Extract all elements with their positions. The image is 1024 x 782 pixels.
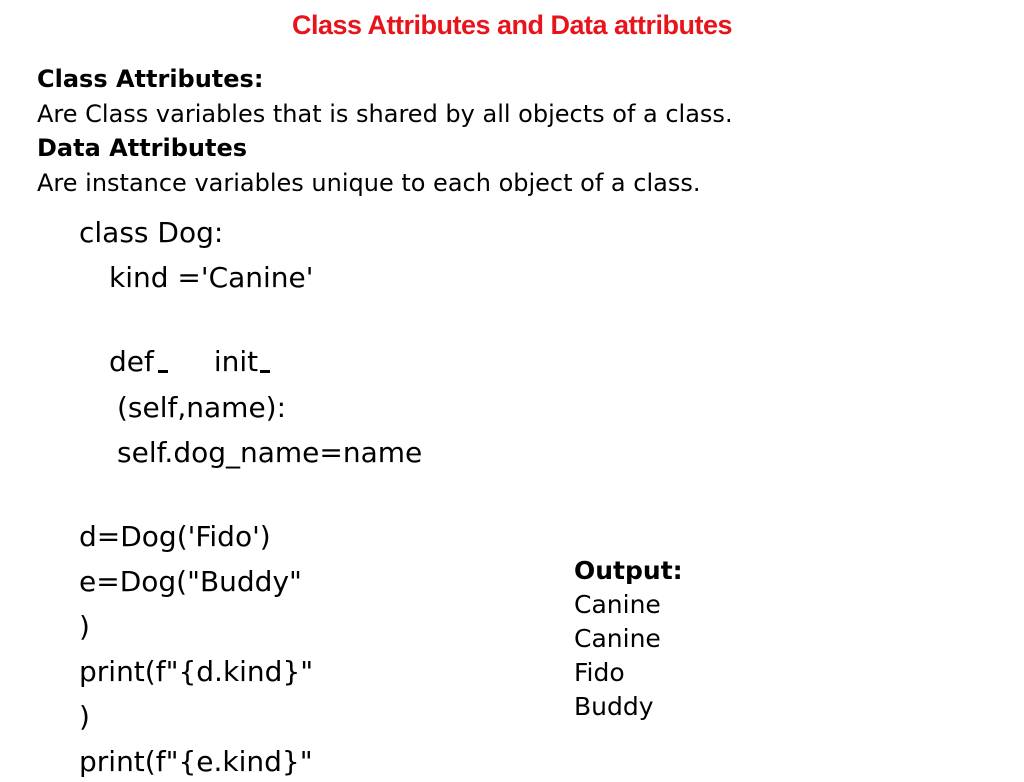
code-line-e-close: ): [79, 610, 90, 643]
slide-title: Class Attributes and Data attributes: [291, 10, 733, 40]
code-line-kind: kind ='Canine': [109, 261, 314, 294]
code-line-d: d=Dog('Fido'): [79, 520, 271, 553]
class-attributes-term: Class Attributes:: [37, 65, 264, 93]
code-line-class: class Dog:: [79, 216, 224, 249]
data-attributes-term: Data Attributes: [37, 134, 248, 162]
dunder-underscore: [260, 370, 270, 373]
code-line-def: [109, 342, 270, 382]
code-line-print-d-close: ): [79, 700, 90, 733]
data-attributes-description: Are instance variables unique to each object of a class.: [37, 168, 701, 197]
definitions: [37, 62, 733, 200]
output-heading: Output:: [574, 556, 683, 585]
code-line-print-d: print(f"{d.kind}": [79, 655, 314, 688]
code-line-assign: self.dog_name=name: [117, 436, 423, 469]
code-line-e: e=Dog("Buddy": [79, 565, 302, 598]
output-line: Buddy: [574, 692, 654, 721]
code-line-params: (self,name):: [117, 391, 287, 424]
class-attributes-description: Are Class variables that is shared by all objects of a class.: [37, 99, 733, 128]
code-line-print-e: print(f"{e.kind}": [79, 745, 313, 778]
output-block: [574, 554, 683, 724]
output-line: Canine: [574, 590, 661, 619]
output-line: Fido: [574, 658, 625, 687]
code-init-name: init: [213, 345, 259, 378]
code-def-keyword: def: [109, 345, 154, 378]
dunder-underscore: [158, 370, 168, 373]
output-line: Canine: [574, 624, 661, 653]
